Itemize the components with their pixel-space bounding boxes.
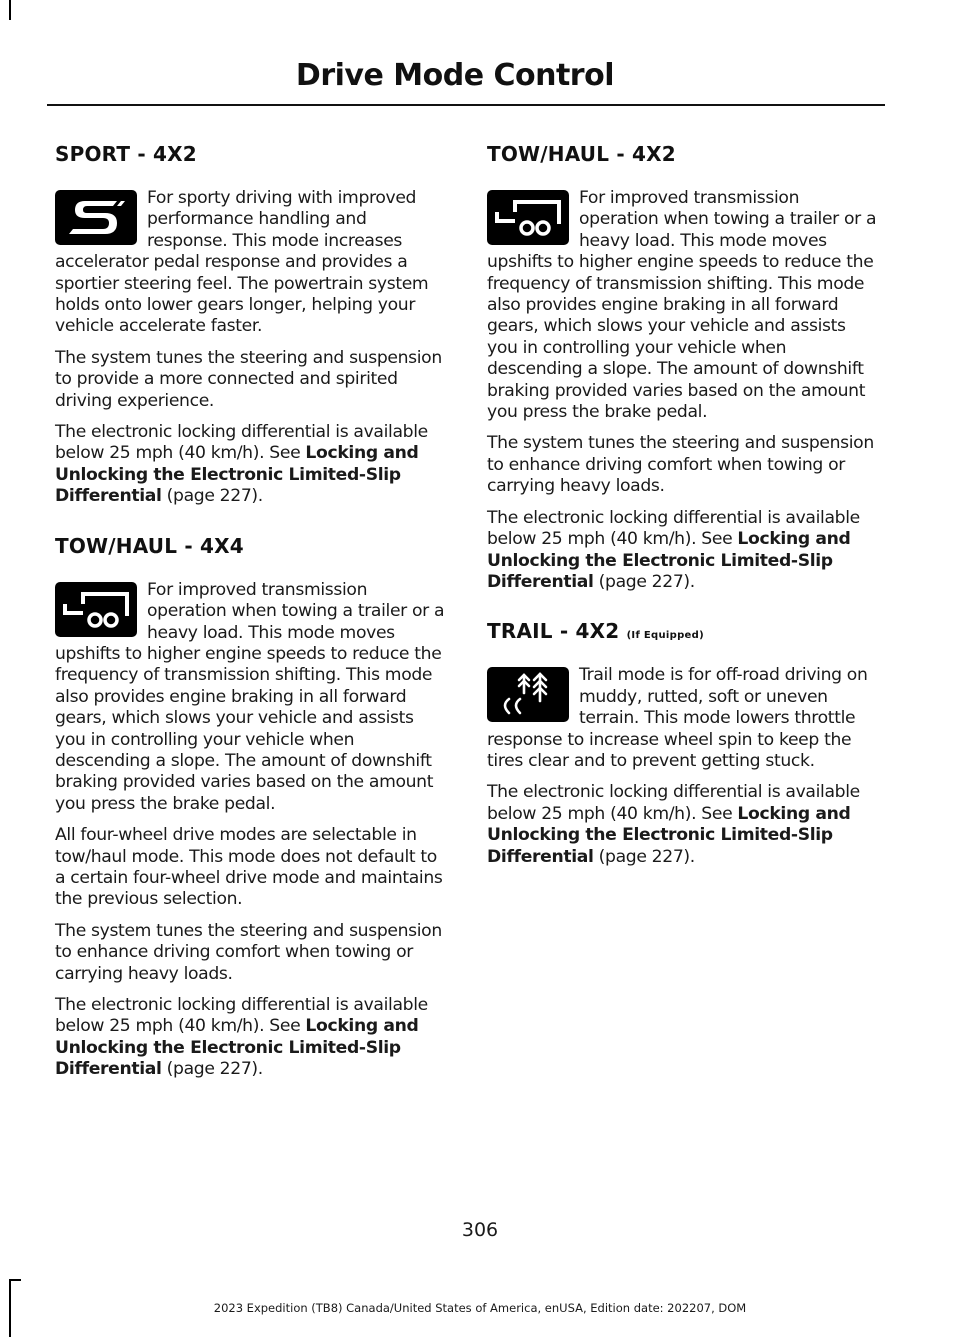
heading-text: TRAIL - 4X2: [487, 619, 620, 644]
left-column: [55, 130, 447, 1107]
paragraph: The system tunes the steering and suspension to provide a more connected and spirited driving experience.: [55, 347, 442, 411]
crop-mark: [9, 0, 11, 20]
footer-text: 2023 Expedition (TB8) Canada/United States of America, enUSA, Edition date: 202207, DOM: [213, 1301, 747, 1315]
paragraph: [487, 782, 879, 868]
paragraph: [487, 508, 879, 594]
heading-qualifier: (If Equipped): [626, 630, 704, 642]
page-number: 306: [461, 1219, 499, 1241]
sport-mode-icon: [55, 190, 137, 245]
section-heading: TOW/HAUL - 4X4: [55, 533, 244, 558]
page-reference: (page 227).: [593, 571, 695, 592]
section-heading: SPORT - 4X2: [55, 142, 197, 166]
paragraph-text: The electronic locking differential is available below 25 mph (40 km/h). See: [55, 422, 428, 464]
page-reference: (page 227).: [161, 1059, 263, 1080]
paragraph: For sporty driving with improved performance handling and response. This mode increases accelerator pedal response and provides a sportier steering feel. The powertrain system holds onto lower gears longer, helping your vehicle accelerate faster.: [55, 188, 429, 337]
page-reference: (page 227).: [593, 846, 695, 867]
section-trail-4x2: [487, 619, 879, 868]
paragraph: [55, 422, 447, 508]
paragraph: The system tunes the steering and suspension to enhance driving comfort when towing or carrying heavy loads.: [55, 920, 442, 984]
paragraph-text: The electronic locking differential is available below 25 mph (40 km/h). See: [55, 995, 428, 1037]
paragraph: Trail mode is for off-road driving on muddy, rutted, soft or uneven terrain. This mode lowers throttle response to increase wheel spin to keep the tires clear and to prevent getting stuck.: [487, 665, 868, 771]
paragraph-text: The electronic locking differential is available below 25 mph (40 km/h). See: [487, 507, 860, 550]
page-title: Drive Mode Control: [295, 58, 614, 93]
section-tow-haul-4x4: [55, 534, 447, 1081]
section-sport-4x2: [55, 142, 447, 508]
crop-mark: [9, 1279, 21, 1281]
paragraph-text: The electronic locking differential is available below 25 mph (40 km/h). See: [487, 782, 860, 824]
paragraph: For improved transmission operation when towing a trailer or a heavy load. This mode moves upshifts to higher engine speeds to reduce the frequency of transmission shifting. This mode also provides engine braking in all forward gears, which slows your vehicle and assists you in controlling your vehicle when descending a slope. The amount of downshift braking provided varies based on the amount you press the brake pedal.: [55, 579, 445, 814]
header-divider: [47, 104, 885, 106]
page-reference: (page 227).: [161, 486, 263, 507]
cross-reference-link[interactable]: Locking and Unlocking the Electronic Limited-Slip Differential: [487, 803, 851, 867]
cross-reference-link[interactable]: Locking and Unlocking the Electronic Limited-Slip Differential: [55, 1016, 419, 1080]
paragraph: All four-wheel drive modes are selectable in tow/haul mode. This mode does not default to a certain four-wheel drive mode and maintains the previous selection.: [55, 825, 443, 910]
section-heading: TOW/HAUL - 4X2: [487, 142, 676, 166]
cross-reference-link[interactable]: Locking and Unlocking the Electronic Limited-Slip Differential: [55, 443, 419, 507]
tow-haul-icon: [487, 190, 569, 245]
paragraph: For improved transmission operation when towing a trailer or a heavy load. This mode moves upshifts to higher engine speeds to reduce the frequency of transmission shifting. This mode also provides engine braking in all forward gears, which slows your vehicle and assists you in controlling your vehicle when descending a slope. The amount of downshift braking provided varies based on the amount you press the brake pedal.: [487, 188, 877, 423]
section-heading: [487, 619, 879, 643]
paragraph: [55, 995, 447, 1081]
right-column: [487, 130, 879, 894]
tow-haul-icon: [55, 582, 137, 637]
paragraph: The system tunes the steering and suspension to enhance driving comfort when towing or carrying heavy loads.: [487, 433, 874, 497]
cross-reference-link[interactable]: Locking and Unlocking the Electronic Limited-Slip Differential: [487, 529, 851, 592]
section-tow-haul-4x2: [487, 142, 879, 593]
trail-mode-icon: [487, 667, 569, 722]
